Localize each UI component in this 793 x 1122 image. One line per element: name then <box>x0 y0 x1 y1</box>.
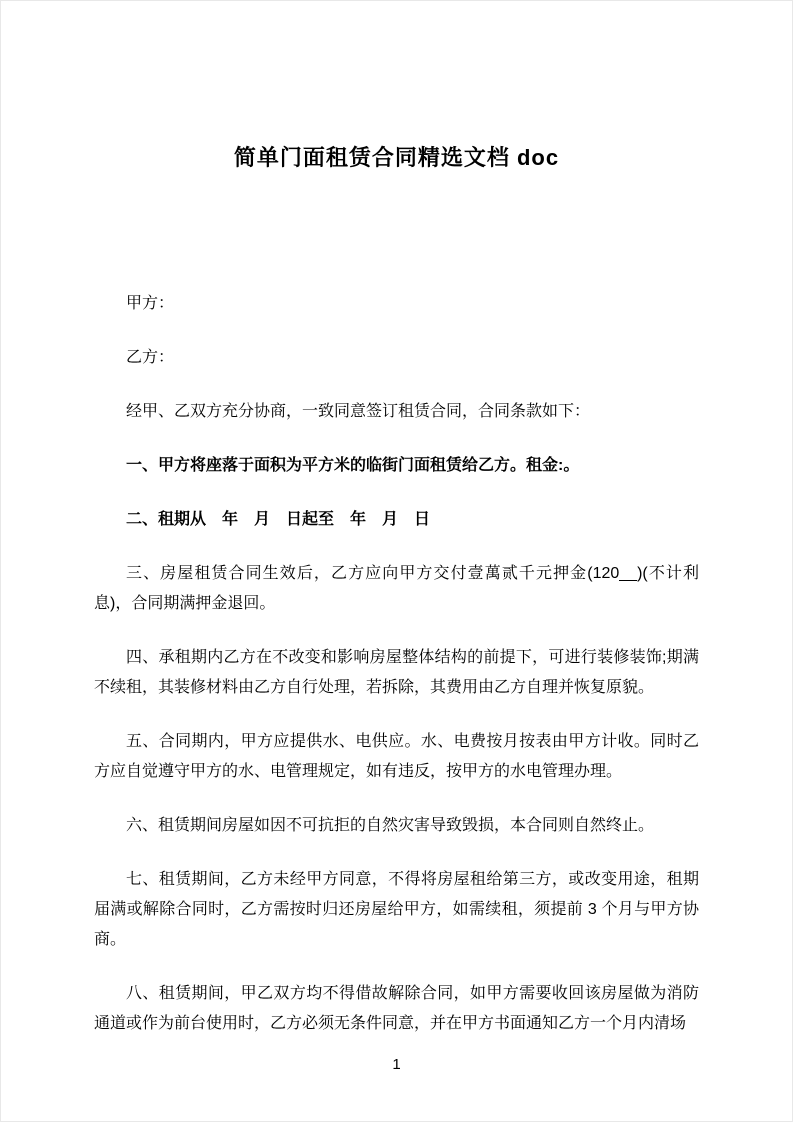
document-title: 简单门面租赁合同精选文档 doc <box>233 145 560 170</box>
contract-paragraph: 一、甲方将座落于面积为平方米的临街门面租赁给乙方。租金:。 <box>126 457 580 474</box>
contract-paragraph: 经甲、乙双方充分协商，一致同意签订租赁合同，合同条款如下： <box>126 403 591 420</box>
page-footer <box>1 1055 792 1075</box>
page-number: 1 <box>392 1056 401 1073</box>
contract-paragraph: 七、租赁期间，乙方未经甲方同意，不得将房屋租给第三方，或改变用途，租期届满或解除合同时，乙方需按时归还房屋给甲方，如需续租，须提前 3 个月与甲方协商。 <box>94 871 699 948</box>
contract-paragraph: 三、房屋租赁合同生效后，乙方应向甲方交付壹萬贰千元押金(120__)(不计利息)，合同期满押金退回。 <box>94 565 699 612</box>
contract-paragraph: 五、合同期内，甲方应提供水、电供应。水、电费按月按表由甲方计收。同时乙方应自觉遵守甲方的水、电管理规定，如有违反，按甲方的水电管理办理。 <box>94 733 699 780</box>
contract-paragraph: 八、租赁期间，甲乙双方均不得借故解除合同，如甲方需要收回该房屋做为消防通道或作为前台使用时，乙方必须无条件同意，并在甲方书面通知乙方一个月内清场 <box>94 985 699 1032</box>
contract-paragraph: 甲方： <box>126 295 175 312</box>
contract-paragraph: 二、租期从 年 月 日起至 年 月 日 <box>126 511 431 528</box>
contract-paragraph: 乙方： <box>126 349 175 366</box>
contract-paragraph: 四、承租期内乙方在不改变和影响房屋整体结构的前提下，可进行装修装饰;期满不续租，其装修材料由乙方自行处理，若拆除，其费用由乙方自理并恢复原貌。 <box>94 649 699 696</box>
contract-paragraph: 六、租赁期间房屋如因不可抗拒的自然灾害导致毁损，本合同则自然终止。 <box>126 817 655 834</box>
document-body <box>94 289 699 1039</box>
